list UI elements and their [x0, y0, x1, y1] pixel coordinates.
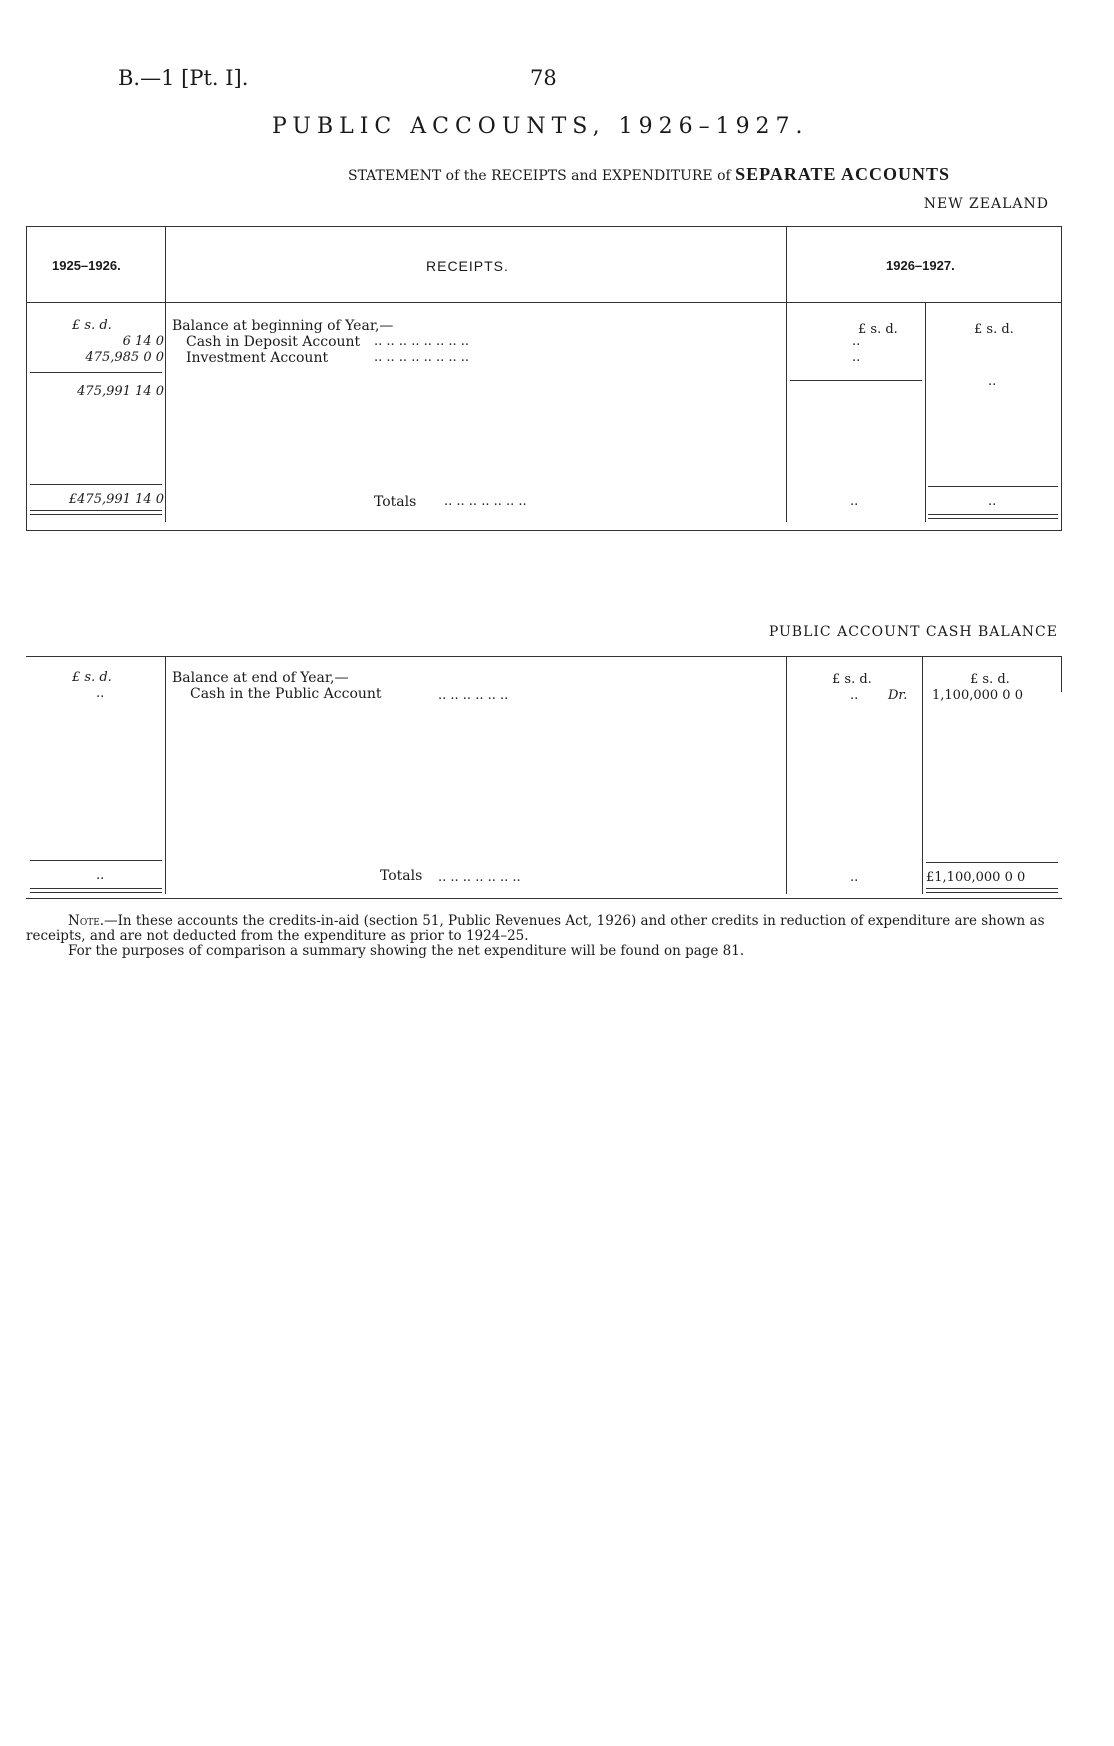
money-header-curr-a: £ s. d. [832, 672, 872, 687]
document-reference: B.—1 [Pt. I]. [118, 66, 249, 90]
totals-label: Totals [380, 868, 423, 884]
table-top-rule [26, 656, 1062, 657]
col-divider [165, 226, 166, 522]
col-divider [786, 656, 787, 894]
totals-prev: £475,991 14 0 [68, 492, 164, 507]
totals-double-rule-curr [928, 514, 1058, 519]
subtotal-rule-curr [790, 380, 922, 381]
col-divider [165, 656, 166, 894]
table-top-rule [26, 226, 1062, 227]
totals-curr-b: £1,100,000 0 0 [926, 870, 1026, 885]
totals-double-rule-prev [30, 888, 162, 893]
totals-curr-a: .. [850, 494, 859, 509]
totals-rule-curr [926, 862, 1058, 863]
footnote-label: Note. [68, 913, 105, 929]
row-cash-leaders: .. .. .. .. .. .. [438, 688, 509, 703]
section-label-beginning: Balance at beginning of Year,— [172, 318, 394, 334]
col-header-prev-year: 1925–1926. [52, 258, 121, 273]
cash-balance-heading: PUBLIC ACCOUNT CASH BALANCE [768, 624, 1058, 640]
table-bottom-rule [26, 898, 1062, 899]
col-divider [786, 226, 787, 522]
totals-rule-prev [30, 484, 162, 485]
row-investment-leaders: .. .. .. .. .. .. .. .. [374, 350, 470, 365]
table-bottom-rule [26, 530, 1062, 531]
money-header-prev: £ s. d. [72, 670, 112, 685]
section-label-end: Balance at end of Year,— [172, 670, 349, 686]
row-deposit-leaders: .. .. .. .. .. .. .. .. [374, 334, 470, 349]
statement-subtitle [348, 164, 950, 185]
row-cash-curr-a: .. [850, 688, 859, 703]
totals-curr-a: .. [850, 870, 859, 885]
footnote-para-2: For the purposes of comparison a summary showing the net expenditure will be found on page 81. [68, 943, 745, 959]
totals-rule-prev [30, 860, 162, 861]
col-divider [925, 302, 926, 522]
subtitle-bold: SEPARATE ACCOUNTS [735, 164, 951, 184]
col-header-receipts: RECEIPTS. [426, 258, 509, 274]
row-cash-label: Cash in the Public Account [190, 686, 382, 702]
footnote [26, 914, 1066, 959]
row-investment-curr: .. [852, 350, 861, 365]
row-deposit-prev: 6 14 0 [122, 334, 164, 349]
money-header-prev: £ s. d. [72, 318, 112, 333]
totals-double-rule-curr [926, 888, 1058, 893]
page-number: 78 [530, 66, 557, 90]
money-header-curr-b: £ s. d. [970, 672, 1010, 687]
row-deposit-label: Cash in Deposit Account [186, 334, 361, 350]
footnote-para-1 [26, 914, 1066, 944]
col-divider [922, 656, 923, 894]
totals-leaders: .. .. .. .. .. .. .. [444, 494, 527, 509]
row-cash-prev: .. [96, 686, 105, 701]
subtotal-prev: 475,991 14 0 [77, 384, 164, 399]
col-header-curr-year: 1926–1927. [886, 258, 955, 273]
subtotal-curr: .. [988, 374, 997, 389]
table-left-rule [26, 226, 27, 530]
page-title: PUBLIC ACCOUNTS, 1926–1927. [272, 114, 809, 139]
table-right-rule [1061, 226, 1062, 530]
country-label: NEW ZEALAND [923, 196, 1049, 212]
row-cash-curr-b: 1,100,000 0 0 [932, 688, 1023, 703]
subtitle-prefix: STATEMENT of the RECEIPTS and EXPENDITURE of [348, 168, 731, 184]
totals-rule-curr [928, 486, 1058, 487]
row-deposit-curr: .. [852, 334, 861, 349]
subtotal-rule-prev [30, 372, 162, 373]
totals-double-rule-prev [30, 510, 162, 515]
money-header-curr-a: £ s. d. [858, 322, 898, 337]
totals-leaders: .. .. .. .. .. .. .. [438, 870, 521, 885]
table-header-rule [26, 302, 1062, 303]
footnote-text-1: —In these accounts the credits-in-aid (section 51, Public Revenues Act, 1926) and other credits in reduction of expenditure are shown as receipts, and are not deducted from the expenditure as prior to 1924–25. [26, 913, 1045, 944]
row-investment-label: Investment Account [186, 350, 329, 366]
money-header-curr-b: £ s. d. [974, 322, 1014, 337]
totals-curr-b: .. [988, 494, 997, 509]
totals-prev: .. [96, 868, 105, 883]
row-investment-prev: 475,985 0 0 [85, 350, 164, 365]
totals-label: Totals [374, 494, 417, 510]
row-cash-dr-marker: Dr. [888, 688, 908, 703]
col-divider [1061, 656, 1062, 692]
